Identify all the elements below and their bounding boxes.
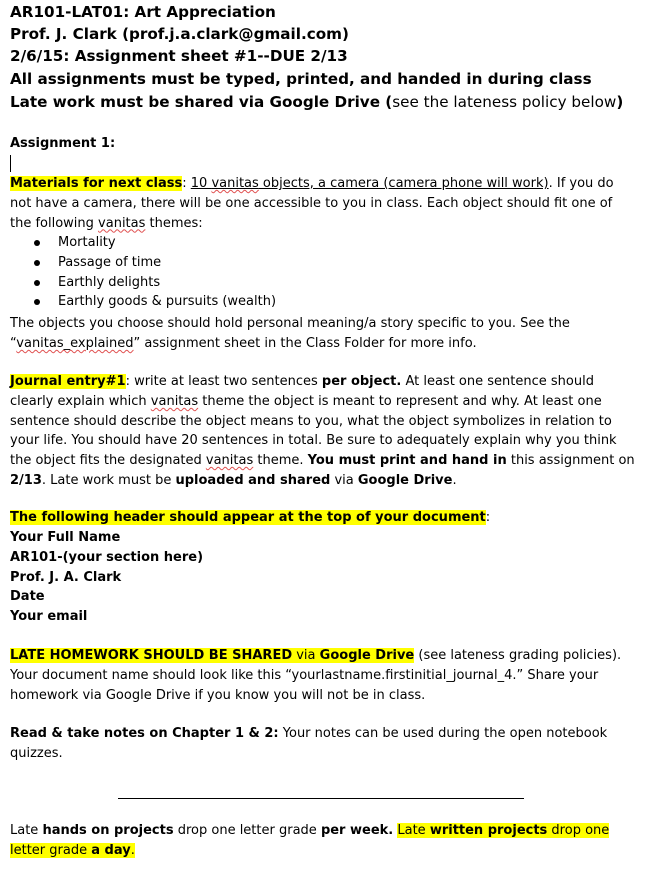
materials-label: Materials for next class [10, 176, 183, 191]
materials-paragraph: Materials for next class: 10 vanitas objects, a camera (camera phone will work). If you do not have a camera, there will be one accessible to you in class. Each object should fit one of the following vanitas themes: [10, 176, 614, 231]
late-homework-paragraph: LATE HOMEWORK SHOULD BE SHARED via Google Drive (see lateness grading policies). Your document name should look like this “yourlastname.firstinitial_journal_4.” Share your homework via Google Drive if you know you will not be in class. [10, 648, 622, 703]
assignment-date-line: 2/6/15: Assignment sheet #1--DUE 2/13 [10, 47, 348, 65]
journal-label: Journal entry#1 [10, 374, 126, 389]
late-rule-text: Late work must be shared via Google Drive ( [10, 93, 393, 111]
header-line-date: Date [10, 589, 45, 604]
vanitas-themes-list [26, 233, 276, 312]
header-line-section: AR101-(your section here) [10, 550, 204, 565]
late-rule-line [10, 91, 623, 113]
objects-note-paragraph: The objects you choose should hold personal meaning/a story specific to you. See the “vanitas_explained” assignment sheet in the Class Folder for more info. [10, 316, 570, 351]
reading-paragraph: Read & take notes on Chapter 1 & 2: Your notes can be used during the open notebook quizzes. [10, 726, 608, 761]
list-item: Earthly goods & pursuits (wealth) [26, 292, 276, 312]
list-item: Earthly delights [26, 273, 276, 293]
header-line-professor: Prof. J. A. Clark [10, 570, 122, 585]
course-title: AR101-LAT01: Art Appreciation [10, 3, 276, 21]
horizontal-divider [118, 798, 524, 799]
journal-paragraph: Journal entry#1: write at least two sentences per object. At least one sentence should clearly explain which vanitas theme the object is meant to represent and why. At least one sentence should describe the object means to you, what the object symbolizes in relation to your life. You should have 20 sentences in total. Be sure to adequately explain why you think the object fits the designated vanitas theme. You must print and hand in this assignment on 2/13. Late work must be uploaded and shared via Google Drive. [10, 374, 635, 488]
text-cursor [10, 155, 11, 172]
assignment-heading: Assignment 1: [10, 136, 116, 151]
reading-label: Read & take notes on Chapter 1 & 2: [10, 726, 279, 741]
list-item: Mortality [26, 233, 276, 253]
professor-line: Prof. J. Clark (prof.j.a.clark@gmail.com) [10, 25, 349, 43]
header-line-email: Your email [10, 609, 88, 624]
late-homework-highlight: LATE HOMEWORK SHOULD BE SHARED via Google Drive [10, 648, 415, 663]
typed-rule-line: All assignments must be typed, printed, and handed in during class [10, 70, 592, 88]
header-line-name: Your Full Name [10, 530, 121, 545]
late-policy-highlight: Late written projects drop one letter grade a day. [10, 823, 610, 858]
header-instruction-label: The following header should appear at the top of your document [10, 510, 486, 525]
header-instruction: The following header should appear at the top of your document: [10, 510, 491, 525]
late-rule-note: see the lateness policy below [392, 93, 617, 111]
materials-list-link: 10 vanitas objects, a camera (camera phone will work) [190, 176, 549, 191]
list-item: Passage of time [26, 253, 276, 273]
late-rule-close: ) [616, 93, 624, 111]
late-policy-paragraph: Late hands on projects drop one letter grade per week. Late written projects drop one letter grade a day. [10, 823, 610, 858]
